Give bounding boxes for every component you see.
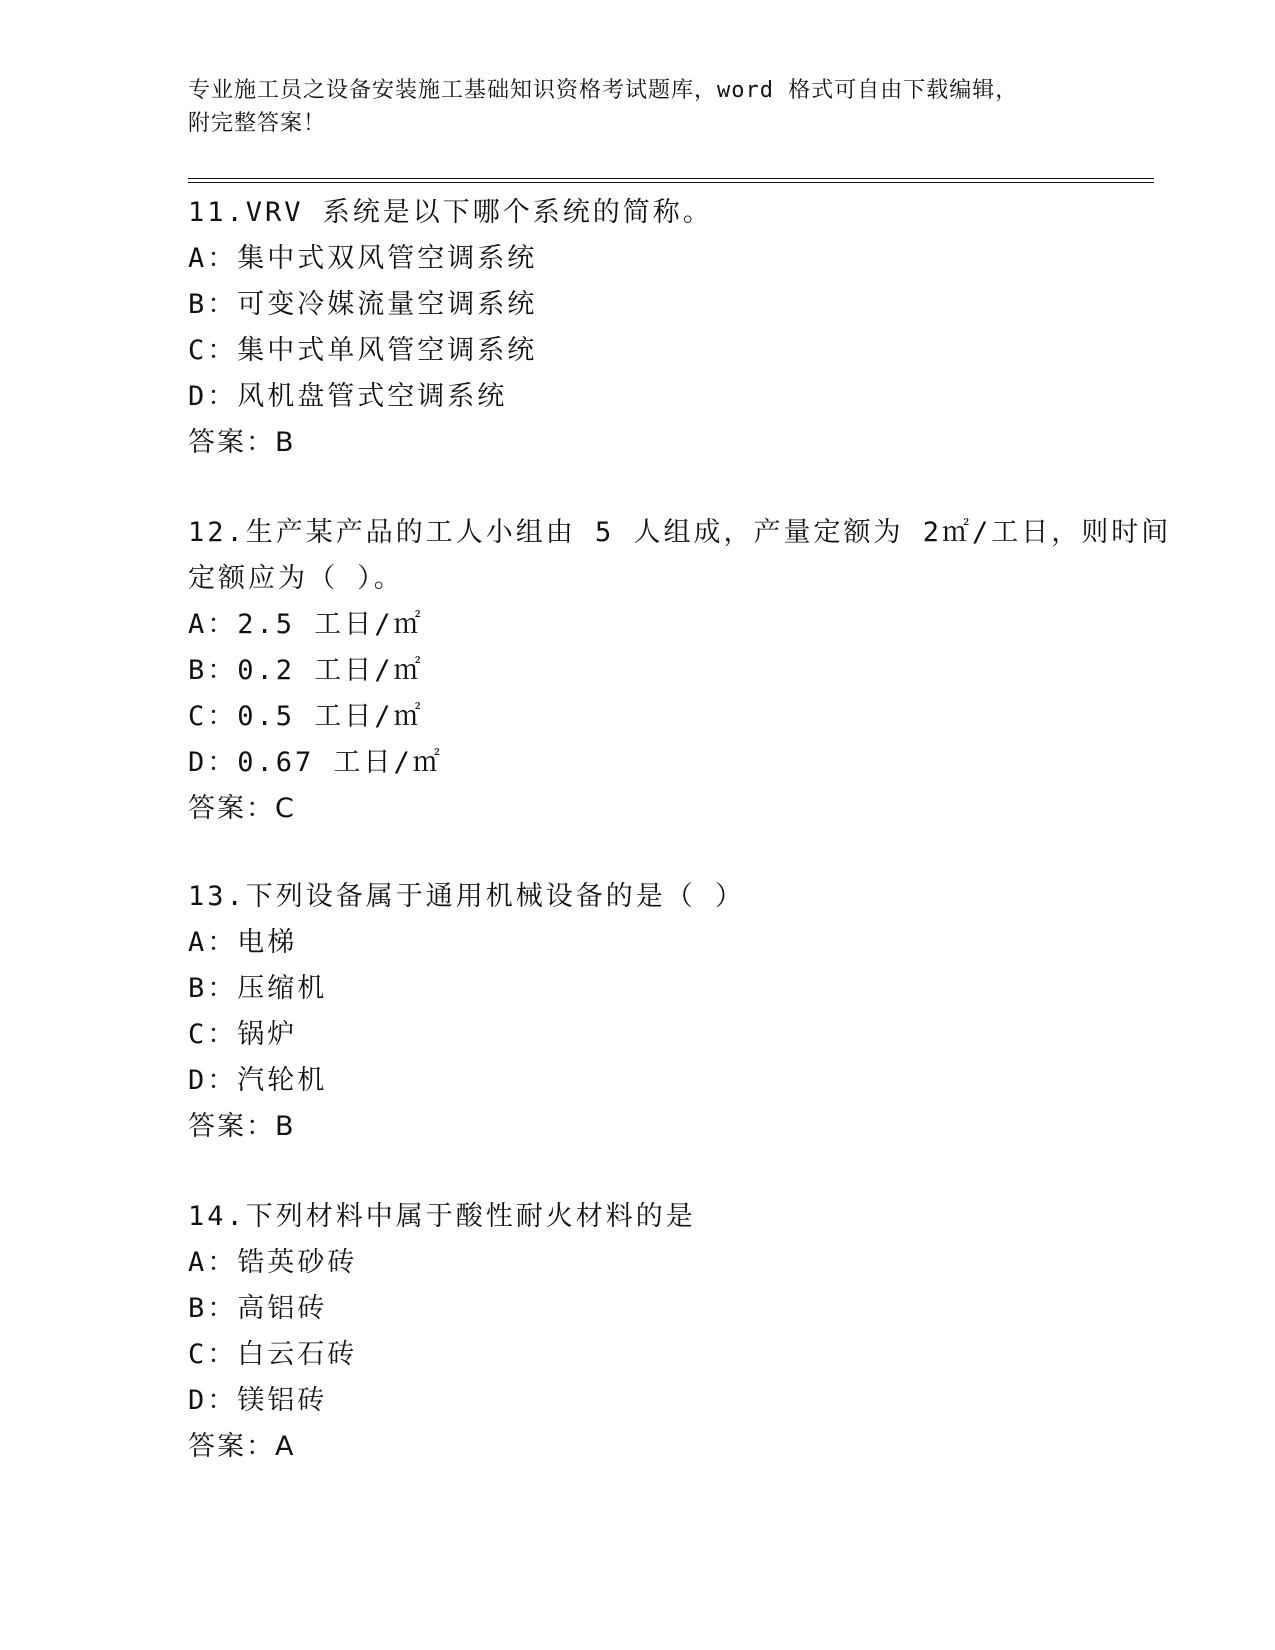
header-divider-top — [188, 178, 1154, 179]
option-c: C：0.5 工日/㎡ — [188, 701, 424, 732]
question-stem-continued: 定额应为（ ）。 — [188, 563, 404, 594]
answer: 答案：A — [188, 1431, 296, 1462]
answer: 答案：C — [188, 793, 296, 824]
question-stem: 14.下列材料中属于酸性耐火材料的是 — [188, 1201, 696, 1232]
header-line-2: 附完整答案！ — [188, 111, 327, 136]
question-13 — [188, 874, 1154, 1150]
question-stem: 12.生产某产品的工人小组由 5 人组成，产量定额为 2㎡/工日，则时间 — [188, 517, 1172, 548]
question-stem: 13.下列设备属于通用机械设备的是（ ） — [188, 881, 746, 912]
option-a: A：集中式双风管空调系统 — [188, 243, 538, 274]
option-b: B：压缩机 — [188, 973, 328, 1004]
option-d: D：风机盘管式空调系统 — [188, 381, 508, 412]
document-header — [188, 74, 1088, 140]
header-line-1: 专业施工员之设备安装施工基础知识资格考试题库，word 格式可自由下载编辑， — [188, 78, 1019, 103]
option-b: B：可变冷媒流量空调系统 — [188, 289, 538, 320]
option-a: A：锆英砂砖 — [188, 1247, 358, 1278]
question-11 — [188, 190, 1154, 466]
option-c: C：白云石砖 — [188, 1339, 358, 1370]
option-b: B：高铝砖 — [188, 1293, 328, 1324]
answer: 答案：B — [188, 1111, 296, 1142]
question-14 — [188, 1194, 1154, 1470]
option-a: A：电梯 — [188, 927, 298, 958]
option-c: C：锅炉 — [188, 1019, 298, 1050]
answer: 答案：B — [188, 427, 296, 458]
option-a: A：2.5 工日/㎡ — [188, 609, 424, 640]
header-divider-bottom — [188, 182, 1154, 183]
option-d: D：0.67 工日/㎡ — [188, 747, 443, 778]
question-stem: 11.VRV 系统是以下哪个系统的简称。 — [188, 197, 713, 228]
option-b: B：0.2 工日/㎡ — [188, 655, 424, 686]
option-c: C：集中式单风管空调系统 — [188, 335, 538, 366]
option-d: D：汽轮机 — [188, 1065, 328, 1096]
option-d: D：镁铝砖 — [188, 1385, 328, 1416]
question-12 — [188, 510, 1172, 832]
